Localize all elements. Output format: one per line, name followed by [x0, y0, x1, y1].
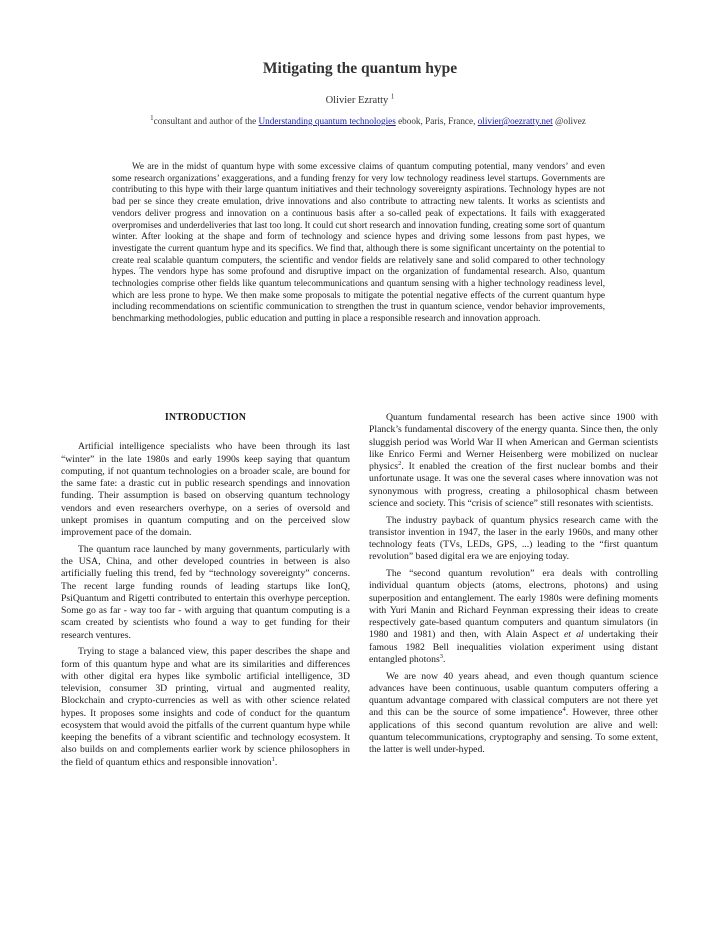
history-paragraph-4-rest: . However, three other applications of this second quantum revolution are alive and well: quantum telecommunications, cryptography and sensing. To some extent, the latter is well under-hyped.: [369, 707, 658, 755]
history-paragraph-3-rest: undertaking their famous 1982 Bell inequalities violation experiment using distant entangled photons: [369, 629, 658, 665]
history-paragraph-1-rest: . It enabled the creation of the first nuclear bombs and their unfortunate usage. It was one the several cases where innovation was not synonymous with progress, creating a philosophical chasm between science and society. This “crisis of science” still resonates with scientists.: [369, 461, 658, 509]
footnote-marker-2: 2: [398, 459, 402, 467]
history-paragraph-3: [369, 568, 658, 666]
author-line: [0, 92, 720, 106]
history-paragraph-3-italic: et al: [563, 629, 584, 641]
affiliation-marker: 1: [150, 113, 154, 122]
history-paragraph-1: [369, 412, 658, 510]
ebook-link[interactable]: Understanding quantum technologies: [258, 116, 396, 126]
history-paragraph-3-text: The “second quantum revolution” era deals with controlling individual quantum objects (atoms, electrons, photons) and using superposition and entanglement. The early 1980s were defining moments with Yuri Manin and Richard Feynman expressing their ideas to create respectively gate-based quantum computers and quantum simulators (in 1980 and 1981) and then, with Alain Aspect: [369, 568, 658, 641]
author-marker: 1: [390, 92, 395, 101]
history-paragraph-1-text: Quantum fundamental research has been active since 1900 with Planck’s fundamental discovery of the energy quanta. Since then, the only sluggish period was World War II when American and German scientists like Enrico Fermi and Werner Heisenberg were mobilized on nuclear physics: [369, 412, 658, 472]
history-paragraph-2: The industry payback of quantum physics research came with the transistor invention in 1947, the laser in the early 1960s, and many other technology feats (TVs, LEDs, GPS, ...) leading to the “first quantum revolution” based digital era we are enjoying today.: [369, 514, 658, 563]
abstract: We are in the midst of quantum hype with some excessive claims of quantum computing potential, many vendors’ and even some research organizations’ exaggerations, and a funding frenzy for very low technology readiness level startups. Governments are contributing to this hype with their large quantum initiatives and their technology sovereignty aspirations. Technology hypes are not bad per se since they create emulation, drive innovations and also contribute to attracting new talents. It works as scientists and vendors deliver progress and innovation on a continuous basis after a so-called peak of expectations. It fails with exaggerated overpromises and underdeliveries that last too long. It could cut short research and innovation funding, creating some sort of quantum winter. After looking at the shape and form of technology and science hypes and driving some lessons from past hypes, we investigate the current quantum hype and its specifics. We find that, although there is some significant uncertainty on the potential to create real scalable quantum computers, the scientific and vendor fields are relatively sane and solid compared to other technology hypes. The vendors hype has some profound and disruptive impact on the organization of fundamental research. Also, quantum technologies comprise other fields like quantum telecommunications and quantum sensing with a higher technology readiness level, which are less prone to hype. We then make some proposals to mitigate the potential negative effects of the current quantum hype including recommendations on scientific communication to strengthen the trust in quantum science, vendor behavior improvements, benchmarking methodologies, public education and putting in place a responsible research and innovation approach.: [112, 161, 605, 324]
intro-paragraph-1: Artificial intelligence specialists who have been through its last “winter” in the late 1980s and early 1990s keep saying that quantum computing, if not quantum technologies on a broader scale, are bound for the same fate: a drastic cut in public research spendings and innovation funding. Their assumption is based on observing quantum technology vendors and even researchers overhype, on a series of oversold and unkept promises in quantum computing and on the perceived slow improvement pace of the domain.: [61, 441, 350, 538]
right-column: [369, 412, 658, 761]
section-heading-introduction: INTRODUCTION: [164, 412, 247, 423]
intro-paragraph-3: [61, 646, 350, 769]
history-paragraph-4-text: We are now 40 years ahead, and even though quantum science advances have been continuous, usable quantum computers offering a quantum advantage compared with classical computers are not there yet and this can be the source of some impatience: [369, 670, 658, 719]
history-paragraph-3-end: .: [443, 653, 446, 665]
footnote-marker-4: 4: [562, 706, 566, 714]
email-link[interactable]: olivier@oezratty.net: [477, 116, 553, 126]
history-paragraph-4: [369, 671, 658, 757]
author-name: Olivier Ezratty: [325, 95, 389, 106]
paper-title: Mitigating the quantum hype: [262, 60, 458, 77]
intro-paragraph-3-text: Trying to stage a balanced view, this paper describes the shape and form of this quantum hype and what are its similarities and differences with other digital era hypes like symbolic artificial intelligence, 3D television, consumer 3D printing, virtual and augmented reality, Blockchain and crypto-currencies as well as with other science related hypes. It proposes some insights and code of conduct for the quantum ecosystem that would avoid the pitfalls of the current quantum hype while keeping the benefits of a vibrant scientific and technology ecosystem. It also builds on and complements earlier work by science philosophers in the field of quantum ethics and responsible innovation: [61, 646, 350, 768]
footnote-marker-1: 1: [271, 755, 275, 763]
affiliation-prefix: consultant and author of the: [153, 116, 259, 126]
affiliation-middle: ebook, Paris, France,: [395, 116, 478, 126]
twitter-handle: @olivez: [552, 116, 586, 126]
left-column: [61, 412, 350, 773]
footnote-marker-3: 3: [439, 652, 444, 660]
affiliation-line: [0, 113, 720, 126]
intro-paragraph-2: The quantum race launched by many governments, particularly with the USA, China, and other developed countries in between is also artificially fueling this trend, fed by “technology sovereignty” concerns. The recent large funding rounds of leading startups like IonQ, PsiQuantum and Rigetti contributed to entertain this overhype perception. Some go as far - way too far - with arguing that quantum computing is a scam created by scientists who found a way to get funding for their research ventures.: [61, 543, 350, 641]
intro-paragraph-3-end: .: [274, 756, 278, 768]
